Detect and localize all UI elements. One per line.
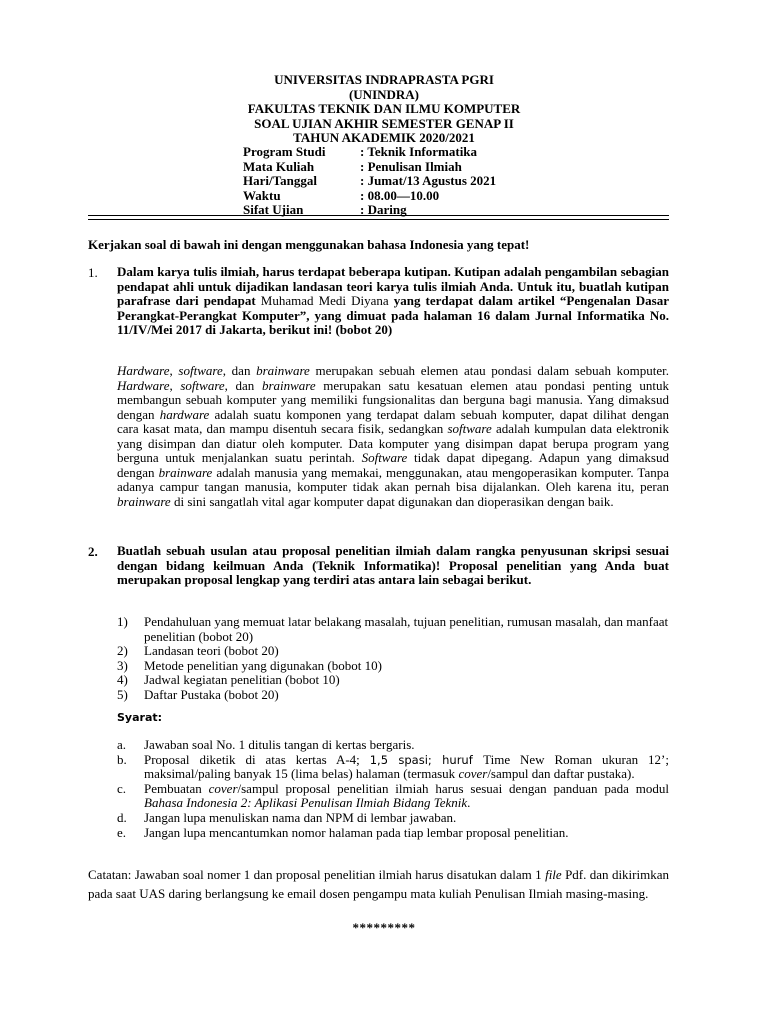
passage-text: , [169,363,179,378]
reference-passage [117,364,669,509]
header-divider-thin [88,219,669,220]
proposal-items [117,615,669,703]
term-software: software [178,363,223,378]
term-cover: cover [458,766,488,782]
term-hardware: Hardware [117,363,170,378]
requirement-text [144,753,669,782]
requirement-text-part: . [467,795,471,811]
requirements-list [117,738,669,840]
requirement-letter: a. [117,737,127,752]
info-value: : Daring [360,202,407,218]
passage-text: merupakan sebuah elemen atau pondasi dalam sebuah komputer. [309,363,669,378]
list-item-text: Landasan teori (bobot 20) [144,643,279,659]
requirement-text-part: Time New Roman ukuran 12’; [483,751,669,767]
passage-text: di sini sangatlah vital agar komputer dapat digunakan dan dioperasikan dengan baik. [170,493,614,509]
question-number: 2. [88,544,98,559]
list-item-text: Metode penelitian yang digunakan (bobot 10) [144,657,382,673]
list-item [117,644,669,659]
passage-text: tidak dapat dipegang. Adapun yang dimaksud dengan [117,450,669,480]
term-software: software [180,377,225,393]
question-text: Buatlah sebuah usulan atau proposal penelitian ilmiah dalam rangka penyusunan skripsi sesuai dengan bidang keilmuan Anda (Teknik Informatika)! Proposal penelitian yang Anda buat merupakan proposal lengkap yang terdiri atas antara lain sebagai berikut. [117,543,669,587]
requirement-text: Jangan lupa menuliskan nama dan NPM di lembar jawaban. [144,809,457,825]
list-item [117,688,669,703]
requirement-text-part: Proposal diketik di atas kertas A-4; [144,751,370,767]
info-value: : Penulisan Ilmiah [360,158,462,174]
note-text-part: Catatan: Jawaban soal nomer 1 dan proposal penelitian ilmiah harus disatukan dalam 1 [88,867,546,882]
info-value: : Teknik Informatika [360,144,478,159]
list-item-text: Daftar Pustaka (bobot 20) [144,686,279,702]
info-row-course [243,160,496,175]
academic-year: TAHUN AKADEMIK 2020/2021 [293,130,475,146]
requirement-letter: b. [117,751,127,767]
list-item-number: 1) [117,614,128,629]
question-1 [88,265,669,338]
info-value: : Jumat/13 Agustus 2021 [360,173,497,189]
passage-text: , [169,377,181,393]
info-label: Waktu [243,187,281,203]
term-cover: cover [208,780,238,796]
general-instruction: Kerjakan soal di bawah ini dengan menggunakan bahasa Indonesia yang tepat! [88,237,530,252]
requirement-text [144,782,669,811]
passage-text: adalah manusia yang memakai, menggunakan, atau mengoperasikan komputer. Tanpa adanya campur tangan manusia, komputer tidak akan pernah bisa dijalankan. Oleh karena itu, peran [117,464,669,495]
requirement-text-part: Pembuatan [144,780,209,796]
requirement-item [117,753,669,782]
exam-header [0,73,768,146]
info-label: Hari/Tanggal [243,173,317,189]
question-text-part: yang terdapat dalam artikel “Pengenalan Dasar Perangkat-Perangkat Komputer”, yang dimuat pada halaman 16 dalam Jurnal Informatika No. 11/IV/Mei 2017 di Jakarta, berikut ini! (bobot 20) [117,293,669,337]
passage-text: adalah suatu komponen yang terdapat dalam sebuah komputer, dapat dilihat dengan cara kasat mata, dan mampu disentuh secara fisik, sedangkan [117,406,669,437]
info-label: Sifat Ujian [243,202,304,218]
list-item [117,659,669,674]
list-item-number: 4) [117,672,128,688]
info-row-date [243,174,496,189]
requirement-text-part: 1,5 spasi; huruf [369,752,484,767]
list-item-number: 2) [117,643,128,659]
info-value: : 08.00—10.00 [360,187,440,203]
requirement-item [117,826,669,841]
requirement-letter: c. [117,780,127,796]
term-hardware: hardware [159,406,210,422]
list-item [117,673,669,688]
info-row-program [243,145,496,160]
info-row-time [243,189,496,204]
question-text-part: Dalam karya tulis ilmiah, harus terdapat beberapa kutipan. Kutipan adalah pengambilan sebagian pendapat ahli untuk dijadikan landasan teori karya tulis ilmiah Anda. Untuk itu, buatlah kutipan parafrase dari pendapat [117,264,669,308]
requirement-text-part: /sampul dan daftar pustaka). [487,766,635,782]
list-item-text: Pendahuluan yang memuat latar belakang masalah, tujuan penelitian, rumusan masalah, dan manfaat penelitian (bobot 20) [144,614,669,644]
term-software: software [447,421,492,437]
question-number: 1. [88,265,98,280]
info-label: Mata Kuliah [243,158,315,174]
list-item [117,615,669,644]
passage-text: merupakan satu kesatuan elemen atau pondasi penting untuk membangun sebuah komputer yang memiliki fungsionalitas dan berguna bagi manusia. Yang dimaksud dengan [117,377,669,422]
passage-text: , dan [222,363,257,378]
term-brainware: brainware [158,464,213,480]
requirement-letter: e. [117,824,127,840]
passage-text: , dan [224,377,262,393]
term-file: file [545,867,562,882]
requirement-text-part: /sampul proposal penelitian ilmiah harus sesuai dengan panduan pada modul [237,780,670,796]
question-text [117,265,669,338]
list-item-text: Jadwal kegiatan penelitian (bobot 10) [144,672,340,688]
term-hardware: Hardware [117,377,170,393]
question-2 [88,544,669,588]
exam-info [243,145,496,218]
requirement-text: Jangan lupa mencantumkan nomor halaman pada tiap lembar proposal penelitian. [144,824,569,840]
list-item-number: 3) [117,657,128,673]
header-divider-thick [88,215,669,216]
list-item-number: 5) [117,686,128,702]
term-brainware: brainware [261,377,316,393]
university-abbrev: (UNINDRA) [348,86,420,102]
requirement-item [117,738,669,753]
requirement-item [117,811,669,826]
exam-title: SOAL UJIAN AKHIR SEMESTER GENAP II [254,115,514,131]
end-marker: ********* [352,920,416,935]
term-software: Software [361,450,408,466]
note-text-part: Pdf. dan dikirimkan pada saat UAS daring berlangsung ke email dosen pengampu mata kuliah Penulisan Ilmiah masing-masing. [88,867,669,901]
module-title: Bahasa Indonesia 2: Aplikasi Penulisan Ilmiah Bidang Teknik [144,795,468,811]
requirement-text-part: maksimal/paling banyak 15 (lima belas) halaman (termasuk [144,766,459,782]
info-label: Program Studi [243,144,326,159]
note-paragraph [88,866,669,904]
requirement-item [117,782,669,811]
requirements-title: Syarat: [117,711,163,724]
term-brainware: brainware [256,363,310,378]
faculty-name: FAKULTAS TEKNIK DAN ILMU KOMPUTER [247,101,521,117]
requirement-letter: d. [117,809,127,825]
term-brainware: brainware [117,493,171,509]
university-name: UNIVERSITAS INDRAPRASTA PGRI [274,72,494,87]
passage-text: adalah kumpulan data elektronik yang disimpan dan diatur oleh komputer. Data komputer yang disimpan dapat berupa program yang berguna untuk menjalankan suatu perintah. [117,421,669,466]
question-author: Muhamad Medi Diyana [260,293,389,308]
requirement-text: Jawaban soal No. 1 ditulis tangan di kertas bergaris. [144,737,415,752]
